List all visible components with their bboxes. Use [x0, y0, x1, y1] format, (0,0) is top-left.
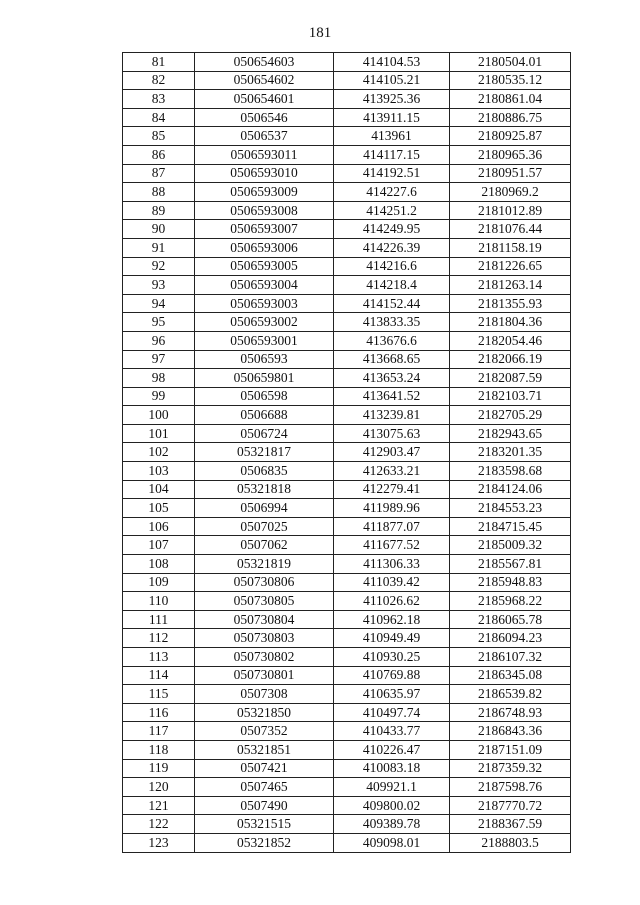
x-coordinate-cell: 414227.6 [334, 183, 450, 202]
row-number-cell: 86 [123, 145, 195, 164]
table-row [123, 592, 571, 611]
table-row [123, 406, 571, 425]
y-coordinate-cell: 2180925.87 [450, 127, 571, 146]
row-number-cell: 89 [123, 201, 195, 220]
table-row [123, 536, 571, 555]
table-row [123, 759, 571, 778]
table-body [123, 53, 571, 853]
x-coordinate-cell: 414249.95 [334, 220, 450, 239]
row-number-cell: 87 [123, 164, 195, 183]
point-id-cell: 0506593008 [195, 201, 334, 220]
row-number-cell: 82 [123, 71, 195, 90]
row-number-cell: 109 [123, 573, 195, 592]
point-id-cell: 050659801 [195, 369, 334, 388]
y-coordinate-cell: 2181012.89 [450, 201, 571, 220]
y-coordinate-cell: 2182054.46 [450, 331, 571, 350]
x-coordinate-cell: 410635.97 [334, 685, 450, 704]
row-number-cell: 119 [123, 759, 195, 778]
x-coordinate-cell: 411306.33 [334, 555, 450, 574]
point-id-cell: 0507308 [195, 685, 334, 704]
y-coordinate-cell: 2186094.23 [450, 629, 571, 648]
y-coordinate-cell: 2188803.5 [450, 833, 571, 852]
row-number-cell: 121 [123, 796, 195, 815]
row-number-cell: 106 [123, 517, 195, 536]
row-number-cell: 120 [123, 778, 195, 797]
y-coordinate-cell: 2182943.65 [450, 424, 571, 443]
x-coordinate-cell: 414117.15 [334, 145, 450, 164]
row-number-cell: 92 [123, 257, 195, 276]
point-id-cell: 05321818 [195, 480, 334, 499]
point-id-cell: 0507352 [195, 722, 334, 741]
row-number-cell: 88 [123, 183, 195, 202]
point-id-cell: 0506593001 [195, 331, 334, 350]
y-coordinate-cell: 2186748.93 [450, 703, 571, 722]
y-coordinate-cell: 2183201.35 [450, 443, 571, 462]
x-coordinate-cell: 413911.15 [334, 108, 450, 127]
y-coordinate-cell: 2186539.82 [450, 685, 571, 704]
y-coordinate-cell: 2180965.36 [450, 145, 571, 164]
y-coordinate-cell: 2180951.57 [450, 164, 571, 183]
table-row [123, 443, 571, 462]
y-coordinate-cell: 2181076.44 [450, 220, 571, 239]
y-coordinate-cell: 2185968.22 [450, 592, 571, 611]
x-coordinate-cell: 413641.52 [334, 387, 450, 406]
y-coordinate-cell: 2180886.75 [450, 108, 571, 127]
x-coordinate-cell: 410497.74 [334, 703, 450, 722]
y-coordinate-cell: 2185009.32 [450, 536, 571, 555]
table-row [123, 71, 571, 90]
x-coordinate-cell: 412903.47 [334, 443, 450, 462]
table-row [123, 331, 571, 350]
row-number-cell: 108 [123, 555, 195, 574]
table-row [123, 833, 571, 852]
point-id-cell: 05321515 [195, 815, 334, 834]
table-row [123, 555, 571, 574]
table-row [123, 666, 571, 685]
point-id-cell: 0506593010 [195, 164, 334, 183]
x-coordinate-cell: 410083.18 [334, 759, 450, 778]
table-row [123, 499, 571, 518]
row-number-cell: 84 [123, 108, 195, 127]
point-id-cell: 0507062 [195, 536, 334, 555]
y-coordinate-cell: 2186065.78 [450, 610, 571, 629]
y-coordinate-cell: 2180861.04 [450, 90, 571, 109]
point-id-cell: 0506593006 [195, 238, 334, 257]
point-id-cell: 050654603 [195, 53, 334, 72]
table-row [123, 276, 571, 295]
table-row [123, 610, 571, 629]
x-coordinate-cell: 414105.21 [334, 71, 450, 90]
row-number-cell: 101 [123, 424, 195, 443]
x-coordinate-cell: 413239.81 [334, 406, 450, 425]
y-coordinate-cell: 2186345.08 [450, 666, 571, 685]
x-coordinate-cell: 412633.21 [334, 462, 450, 481]
y-coordinate-cell: 2181158.19 [450, 238, 571, 257]
row-number-cell: 98 [123, 369, 195, 388]
point-id-cell: 05321851 [195, 740, 334, 759]
table-row [123, 313, 571, 332]
row-number-cell: 96 [123, 331, 195, 350]
x-coordinate-cell: 409800.02 [334, 796, 450, 815]
y-coordinate-cell: 2186843.36 [450, 722, 571, 741]
x-coordinate-cell: 411039.42 [334, 573, 450, 592]
x-coordinate-cell: 414192.51 [334, 164, 450, 183]
point-id-cell: 0506593 [195, 350, 334, 369]
table-row [123, 480, 571, 499]
row-number-cell: 113 [123, 648, 195, 667]
y-coordinate-cell: 2181804.36 [450, 313, 571, 332]
table-row [123, 257, 571, 276]
point-id-cell: 0506546 [195, 108, 334, 127]
x-coordinate-cell: 411877.07 [334, 517, 450, 536]
table-row [123, 815, 571, 834]
point-id-cell: 0507490 [195, 796, 334, 815]
row-number-cell: 103 [123, 462, 195, 481]
table-row [123, 220, 571, 239]
row-number-cell: 104 [123, 480, 195, 499]
row-number-cell: 83 [123, 90, 195, 109]
y-coordinate-cell: 2184553.23 [450, 499, 571, 518]
coordinates-table [122, 52, 571, 853]
x-coordinate-cell: 414104.53 [334, 53, 450, 72]
y-coordinate-cell: 2180969.2 [450, 183, 571, 202]
y-coordinate-cell: 2185948.83 [450, 573, 571, 592]
table-row [123, 164, 571, 183]
point-id-cell: 0506593011 [195, 145, 334, 164]
point-id-cell: 0506593002 [195, 313, 334, 332]
table-row [123, 145, 571, 164]
point-id-cell: 050730805 [195, 592, 334, 611]
table-row [123, 238, 571, 257]
x-coordinate-cell: 410226.47 [334, 740, 450, 759]
row-number-cell: 90 [123, 220, 195, 239]
point-id-cell: 0507025 [195, 517, 334, 536]
table-row [123, 740, 571, 759]
point-id-cell: 0506593005 [195, 257, 334, 276]
table-row [123, 722, 571, 741]
point-id-cell: 050730802 [195, 648, 334, 667]
table-row [123, 573, 571, 592]
table-row [123, 778, 571, 797]
table-row [123, 53, 571, 72]
x-coordinate-cell: 410433.77 [334, 722, 450, 741]
table-row [123, 387, 571, 406]
point-id-cell: 050730801 [195, 666, 334, 685]
table-row [123, 183, 571, 202]
table-row [123, 517, 571, 536]
point-id-cell: 0506593007 [195, 220, 334, 239]
point-id-cell: 050730804 [195, 610, 334, 629]
y-coordinate-cell: 2188367.59 [450, 815, 571, 834]
y-coordinate-cell: 2187151.09 [450, 740, 571, 759]
point-id-cell: 0507421 [195, 759, 334, 778]
y-coordinate-cell: 2185567.81 [450, 555, 571, 574]
point-id-cell: 050654601 [195, 90, 334, 109]
x-coordinate-cell: 409389.78 [334, 815, 450, 834]
y-coordinate-cell: 2181263.14 [450, 276, 571, 295]
row-number-cell: 107 [123, 536, 195, 555]
x-coordinate-cell: 411026.62 [334, 592, 450, 611]
row-number-cell: 97 [123, 350, 195, 369]
x-coordinate-cell: 414226.39 [334, 238, 450, 257]
point-id-cell: 0506537 [195, 127, 334, 146]
row-number-cell: 81 [123, 53, 195, 72]
point-id-cell: 050654602 [195, 71, 334, 90]
table-row [123, 629, 571, 648]
y-coordinate-cell: 2183598.68 [450, 462, 571, 481]
table-row [123, 108, 571, 127]
row-number-cell: 94 [123, 294, 195, 313]
y-coordinate-cell: 2182103.71 [450, 387, 571, 406]
row-number-cell: 100 [123, 406, 195, 425]
point-id-cell: 050730803 [195, 629, 334, 648]
point-id-cell: 0507465 [195, 778, 334, 797]
table-row [123, 127, 571, 146]
y-coordinate-cell: 2182705.29 [450, 406, 571, 425]
x-coordinate-cell: 410962.18 [334, 610, 450, 629]
table-row [123, 294, 571, 313]
x-coordinate-cell: 409921.1 [334, 778, 450, 797]
x-coordinate-cell: 414218.4 [334, 276, 450, 295]
row-number-cell: 123 [123, 833, 195, 852]
x-coordinate-cell: 413653.24 [334, 369, 450, 388]
row-number-cell: 93 [123, 276, 195, 295]
row-number-cell: 99 [123, 387, 195, 406]
point-id-cell: 0506688 [195, 406, 334, 425]
x-coordinate-cell: 410769.88 [334, 666, 450, 685]
row-number-cell: 85 [123, 127, 195, 146]
table-row [123, 369, 571, 388]
row-number-cell: 112 [123, 629, 195, 648]
row-number-cell: 114 [123, 666, 195, 685]
y-coordinate-cell: 2181226.65 [450, 257, 571, 276]
y-coordinate-cell: 2184124.06 [450, 480, 571, 499]
y-coordinate-cell: 2181355.93 [450, 294, 571, 313]
x-coordinate-cell: 413961 [334, 127, 450, 146]
x-coordinate-cell: 413075.63 [334, 424, 450, 443]
point-id-cell: 0506724 [195, 424, 334, 443]
row-number-cell: 95 [123, 313, 195, 332]
x-coordinate-cell: 410930.25 [334, 648, 450, 667]
table-row [123, 201, 571, 220]
y-coordinate-cell: 2187598.76 [450, 778, 571, 797]
point-id-cell: 0506593003 [195, 294, 334, 313]
row-number-cell: 115 [123, 685, 195, 704]
point-id-cell: 0506593004 [195, 276, 334, 295]
y-coordinate-cell: 2182066.19 [450, 350, 571, 369]
x-coordinate-cell: 409098.01 [334, 833, 450, 852]
row-number-cell: 102 [123, 443, 195, 462]
table-row [123, 703, 571, 722]
x-coordinate-cell: 413668.65 [334, 350, 450, 369]
y-coordinate-cell: 2180504.01 [450, 53, 571, 72]
x-coordinate-cell: 413833.35 [334, 313, 450, 332]
y-coordinate-cell: 2187770.72 [450, 796, 571, 815]
point-id-cell: 0506598 [195, 387, 334, 406]
row-number-cell: 91 [123, 238, 195, 257]
x-coordinate-cell: 414216.6 [334, 257, 450, 276]
table-row [123, 90, 571, 109]
point-id-cell: 05321817 [195, 443, 334, 462]
table-row [123, 648, 571, 667]
x-coordinate-cell: 411989.96 [334, 499, 450, 518]
point-id-cell: 0506835 [195, 462, 334, 481]
x-coordinate-cell: 413676.6 [334, 331, 450, 350]
row-number-cell: 111 [123, 610, 195, 629]
row-number-cell: 105 [123, 499, 195, 518]
page-number: 181 [308, 25, 332, 41]
table-row [123, 350, 571, 369]
row-number-cell: 117 [123, 722, 195, 741]
row-number-cell: 116 [123, 703, 195, 722]
x-coordinate-cell: 410949.49 [334, 629, 450, 648]
x-coordinate-cell: 414251.2 [334, 201, 450, 220]
y-coordinate-cell: 2180535.12 [450, 71, 571, 90]
x-coordinate-cell: 414152.44 [334, 294, 450, 313]
y-coordinate-cell: 2184715.45 [450, 517, 571, 536]
x-coordinate-cell: 411677.52 [334, 536, 450, 555]
y-coordinate-cell: 2182087.59 [450, 369, 571, 388]
x-coordinate-cell: 412279.41 [334, 480, 450, 499]
y-coordinate-cell: 2186107.32 [450, 648, 571, 667]
x-coordinate-cell: 413925.36 [334, 90, 450, 109]
table-row [123, 424, 571, 443]
point-id-cell: 050730806 [195, 573, 334, 592]
point-id-cell: 05321852 [195, 833, 334, 852]
point-id-cell: 05321819 [195, 555, 334, 574]
row-number-cell: 118 [123, 740, 195, 759]
row-number-cell: 110 [123, 592, 195, 611]
row-number-cell: 122 [123, 815, 195, 834]
table-row [123, 796, 571, 815]
point-id-cell: 0506994 [195, 499, 334, 518]
point-id-cell: 0506593009 [195, 183, 334, 202]
point-id-cell: 05321850 [195, 703, 334, 722]
y-coordinate-cell: 2187359.32 [450, 759, 571, 778]
table-row [123, 685, 571, 704]
table-row [123, 462, 571, 481]
